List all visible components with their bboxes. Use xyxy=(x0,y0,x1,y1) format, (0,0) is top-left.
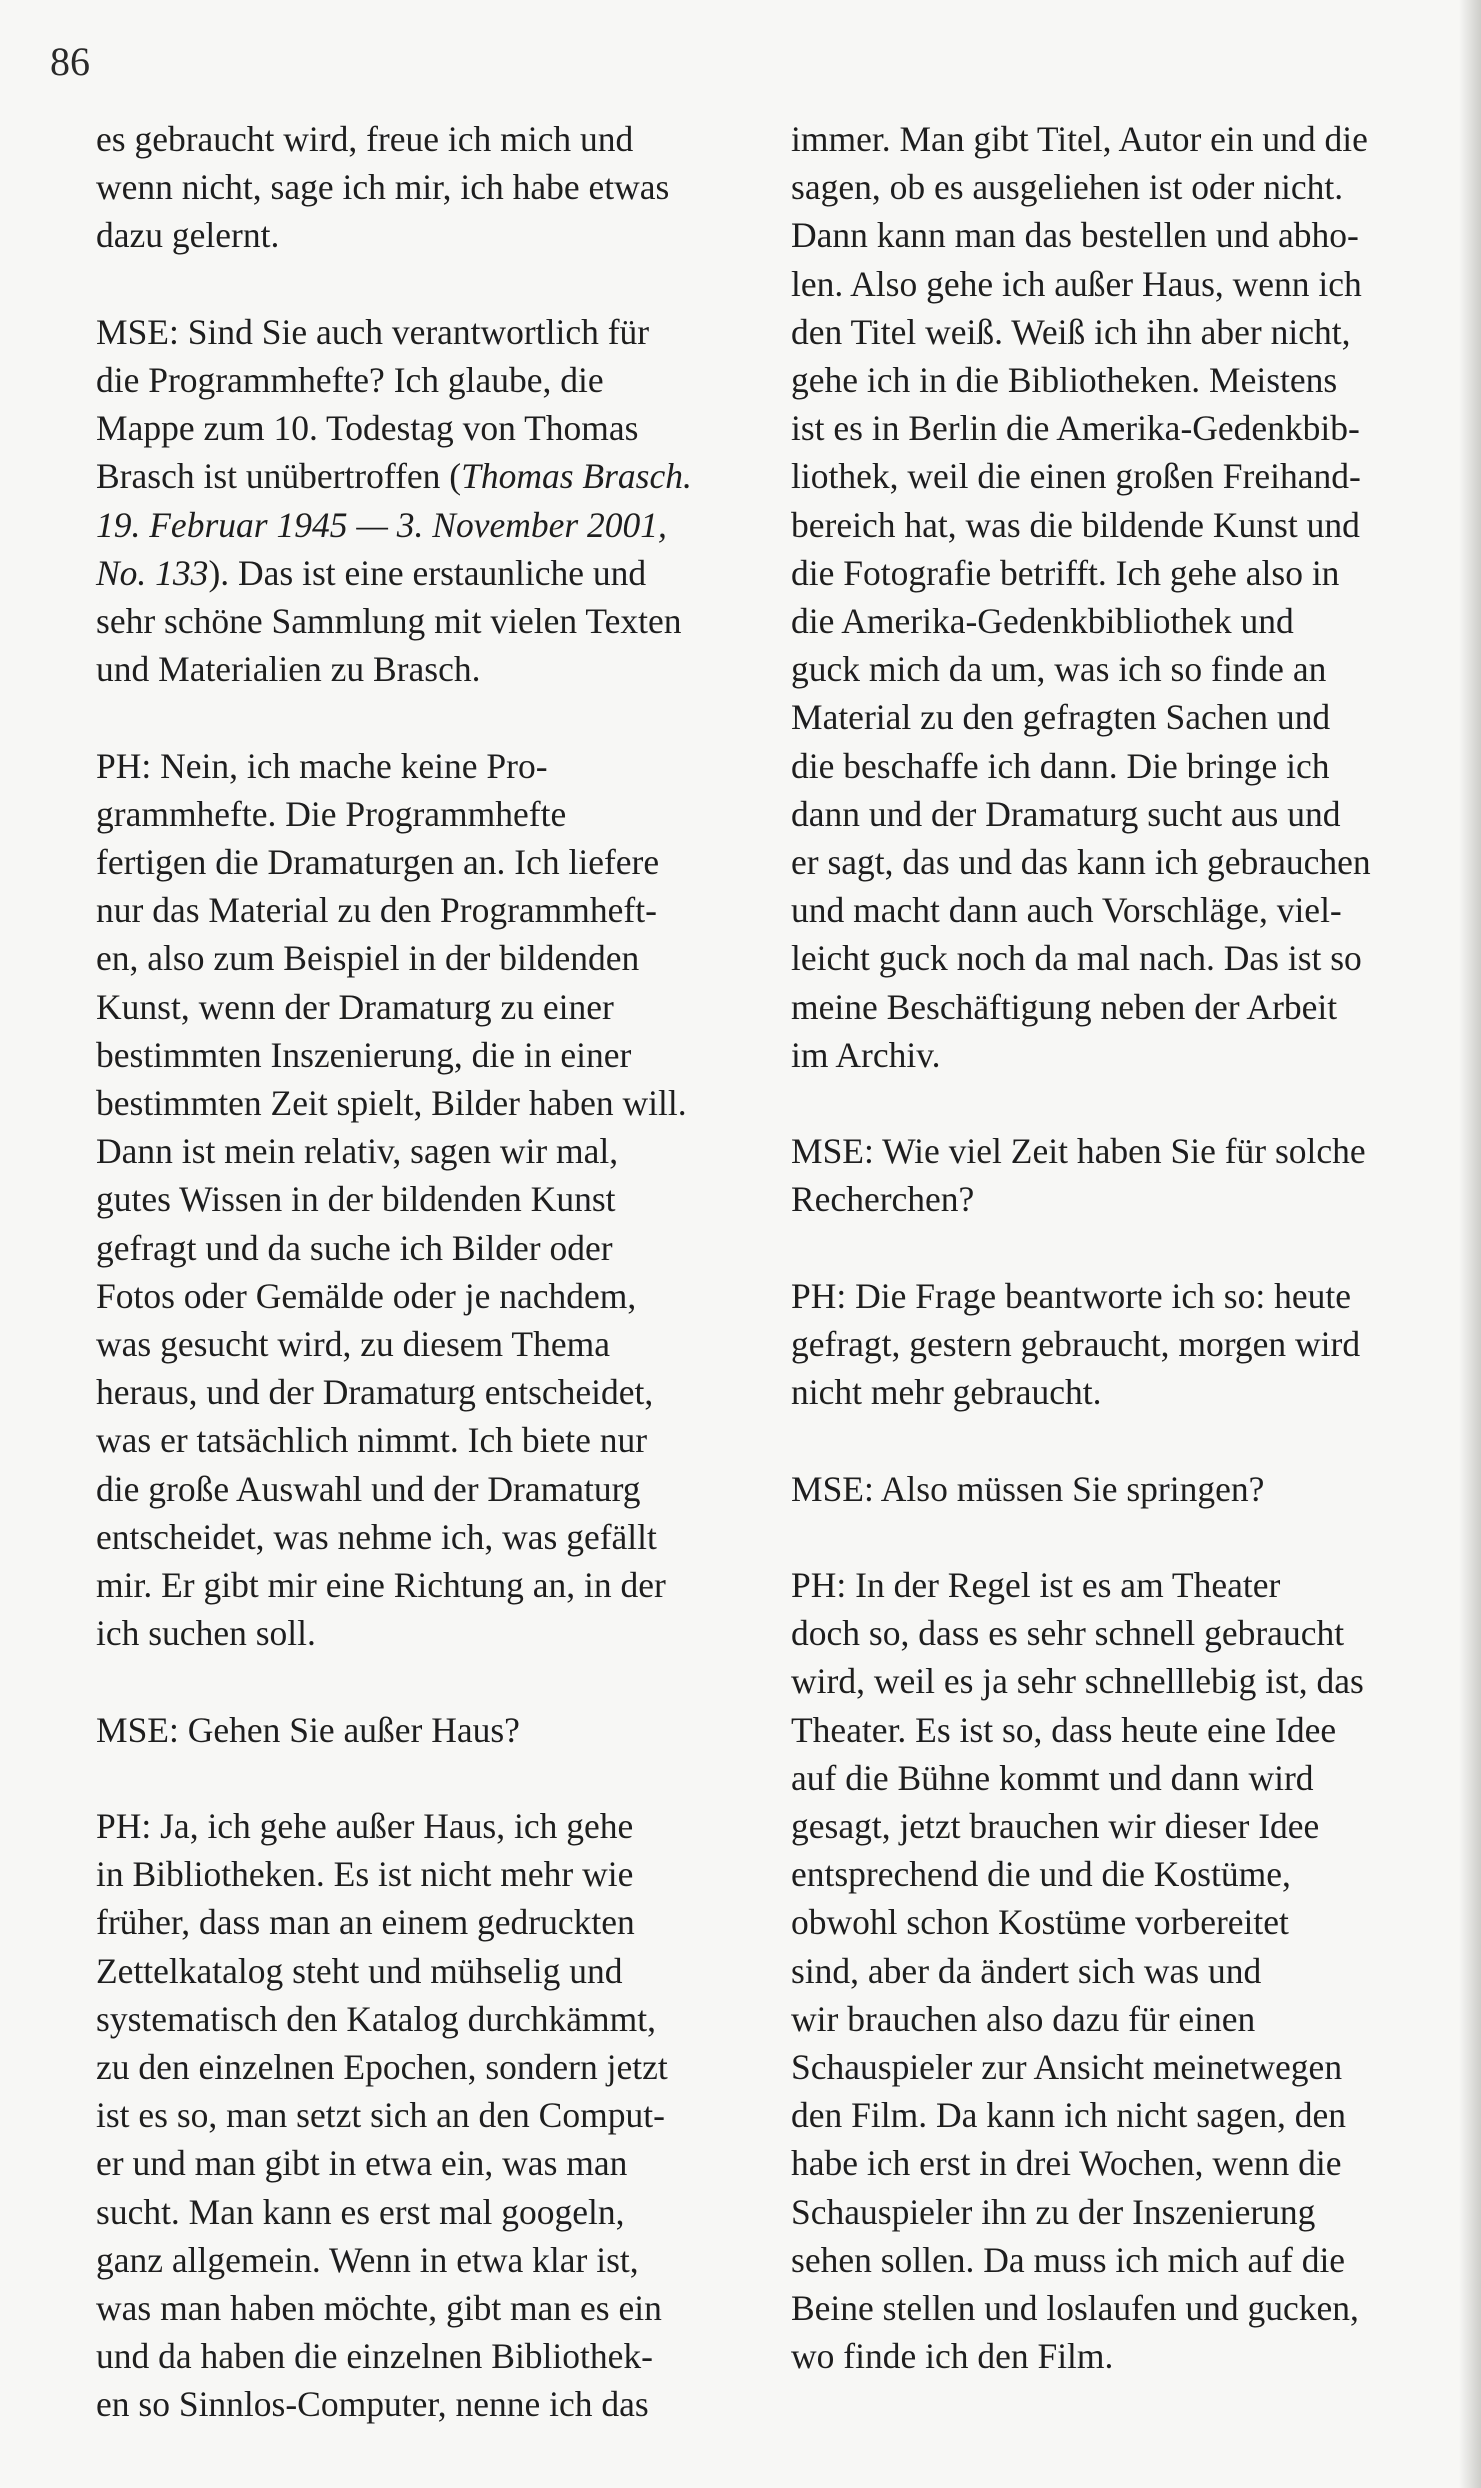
text-line xyxy=(791,1175,1459,1223)
text-line xyxy=(791,1127,1459,1175)
text-line xyxy=(96,452,764,500)
text-line xyxy=(791,790,1459,838)
text-line xyxy=(96,549,764,597)
text-run: Recherchen? xyxy=(791,1179,975,1220)
text-line xyxy=(791,1947,1459,1995)
text-line xyxy=(791,1657,1459,1705)
text-line xyxy=(791,1561,1459,1609)
text-line xyxy=(791,1368,1459,1416)
text-line xyxy=(791,1995,1459,2043)
text-line xyxy=(791,452,1459,500)
text-run: entsprechend die und die Kostüme, xyxy=(791,1854,1291,1895)
text-run: PH: Ja, ich gehe außer Haus, ich gehe xyxy=(96,1806,634,1847)
text-run: er sagt, das und das kann ich gebrauchen xyxy=(791,842,1371,883)
page-edge-shadow xyxy=(1459,0,1481,2488)
text-run: ich suchen soll. xyxy=(96,1613,316,1654)
right-text-column xyxy=(791,115,1459,2429)
text-line xyxy=(96,404,764,452)
text-run: mir. Er gibt mir eine Richtung an, in der xyxy=(96,1565,666,1606)
text-run: ). Das ist eine erstaunliche und xyxy=(208,552,647,593)
text-line xyxy=(791,1272,1459,1320)
text-run: die Amerika-Gedenkbibliothek und xyxy=(791,601,1294,642)
text-run: Fotos oder Gemälde oder je nachdem, xyxy=(96,1275,637,1316)
text-run: Kunst, wenn der Dramaturg zu einer xyxy=(96,986,614,1027)
text-line xyxy=(791,1320,1459,1368)
text-run: Schauspieler zur Ansicht meinetwegen xyxy=(791,2047,1343,2088)
text-run: dann und der Dramaturg sucht aus und xyxy=(791,793,1341,834)
text-run: wir brauchen also dazu für einen xyxy=(791,1998,1256,2039)
text-line xyxy=(791,2188,1459,2236)
italic-text-run: 19. Februar 1945 — 3. November 2001, xyxy=(96,504,667,545)
text-line xyxy=(96,1272,764,1320)
text-run: wird, weil es ja sehr schnelllebig ist, das xyxy=(791,1661,1364,1702)
text-line xyxy=(791,983,1459,1031)
text-line xyxy=(96,1368,764,1416)
text-line xyxy=(96,1320,764,1368)
text-line xyxy=(96,1609,764,1657)
text-line xyxy=(96,1898,764,1946)
text-line xyxy=(96,1561,764,1609)
text-line xyxy=(791,934,1459,982)
paragraph xyxy=(96,742,764,1658)
text-line xyxy=(96,1802,764,1850)
text-run: Beine stellen und loslaufen und gucken, xyxy=(791,2288,1359,2329)
text-line xyxy=(96,2236,764,2284)
text-run: gehe ich in die Bibliotheken. Meistens xyxy=(791,360,1338,401)
text-run: Brasch ist unübertroffen ( xyxy=(96,456,462,497)
text-line xyxy=(96,211,764,259)
text-line xyxy=(791,1465,1459,1513)
text-run: die Fotografie betrifft. Ich gehe also in xyxy=(791,552,1340,593)
text-run: grammhefte. Die Programmhefte xyxy=(96,793,567,834)
paragraph xyxy=(791,1561,1459,2380)
text-run: Mappe zum 10. Todestag von Thomas xyxy=(96,408,639,449)
text-line xyxy=(791,693,1459,741)
text-run: liothek, weil die einen großen Freihand- xyxy=(791,456,1361,497)
text-run: die große Auswahl und der Dramaturg xyxy=(96,1468,641,1509)
text-line xyxy=(96,1947,764,1995)
paragraph xyxy=(791,1465,1459,1513)
text-run: Dann kann man das bestellen und abho- xyxy=(791,215,1359,256)
text-run: ist es in Berlin die Amerika-Gedenkbib- xyxy=(791,408,1360,449)
text-run: gutes Wissen in der bildenden Kunst xyxy=(96,1179,616,1220)
text-line xyxy=(96,597,764,645)
text-run: ist es so, man setzt sich an den Comput- xyxy=(96,2095,665,2136)
text-line xyxy=(791,2284,1459,2332)
text-line xyxy=(791,211,1459,259)
text-line xyxy=(791,1031,1459,1079)
text-line xyxy=(791,2091,1459,2139)
text-run: PH: Die Frage beantworte ich so: heute xyxy=(791,1275,1351,1316)
text-line xyxy=(791,2043,1459,2091)
text-line xyxy=(791,645,1459,693)
text-run: guck mich da um, was ich so finde an xyxy=(791,649,1327,690)
text-run: Theater. Es ist so, dass heute eine Idee xyxy=(791,1709,1337,1750)
text-line xyxy=(96,356,764,404)
text-line xyxy=(96,1850,764,1898)
text-line xyxy=(96,645,764,693)
text-run: gefragt, gestern gebraucht, morgen wird xyxy=(791,1324,1361,1365)
text-run: sehr schöne Sammlung mit vielen Texten xyxy=(96,601,682,642)
text-line xyxy=(791,163,1459,211)
text-run: MSE: Wie viel Zeit haben Sie für solche xyxy=(791,1131,1366,1172)
text-line xyxy=(791,356,1459,404)
text-run: sucht. Man kann es erst mal googeln, xyxy=(96,2191,625,2232)
text-run: zu den einzelnen Epochen, sondern jetzt xyxy=(96,2047,668,2088)
text-line xyxy=(96,2043,764,2091)
text-run: was man haben möchte, gibt man es ein xyxy=(96,2288,662,2329)
text-line xyxy=(96,1224,764,1272)
text-line xyxy=(96,1416,764,1464)
text-run: er und man gibt in etwa ein, was man xyxy=(96,2143,628,2184)
text-line xyxy=(96,2139,764,2187)
text-run: fertigen die Dramaturgen an. Ich liefere xyxy=(96,842,660,883)
text-line xyxy=(96,1127,764,1175)
text-run: systematisch den Katalog durchkämmt, xyxy=(96,1998,656,2039)
paragraph xyxy=(96,1706,764,1754)
text-line xyxy=(791,549,1459,597)
text-line xyxy=(791,2236,1459,2284)
text-run: MSE: Gehen Sie außer Haus? xyxy=(96,1709,520,1750)
paragraph xyxy=(96,1802,764,2429)
text-run: en so Sinnlos-Computer, nenne ich das xyxy=(96,2384,649,2425)
text-run: sehen sollen. Da muss ich mich auf die xyxy=(791,2239,1346,2280)
text-run: bestimmten Zeit spielt, Bilder haben will. xyxy=(96,1083,687,1124)
text-run: die beschaffe ich dann. Die bringe ich xyxy=(791,745,1330,786)
text-run: MSE: Sind Sie auch verantwortlich für xyxy=(96,311,650,352)
text-line xyxy=(791,742,1459,790)
text-line xyxy=(791,308,1459,356)
text-line xyxy=(96,2284,764,2332)
text-line xyxy=(791,115,1459,163)
text-line xyxy=(96,1465,764,1513)
text-line xyxy=(96,115,764,163)
paragraph xyxy=(791,1127,1459,1223)
text-run: und Materialien zu Brasch. xyxy=(96,649,481,690)
text-run: gefragt und da suche ich Bilder oder xyxy=(96,1227,613,1268)
text-run: immer. Man gibt Titel, Autor ein und die xyxy=(791,119,1368,159)
text-run: was gesucht wird, zu diesem Thema xyxy=(96,1324,610,1365)
text-line xyxy=(791,2139,1459,2187)
text-line xyxy=(96,1079,764,1127)
text-line xyxy=(791,404,1459,452)
text-line xyxy=(96,1513,764,1561)
text-line xyxy=(791,260,1459,308)
text-run: habe ich erst in drei Wochen, wenn die xyxy=(791,2143,1342,2184)
text-line xyxy=(96,983,764,1031)
left-text-column xyxy=(96,115,764,2477)
paragraph xyxy=(96,308,764,694)
text-run: bestimmten Inszenierung, die in einer xyxy=(96,1034,632,1075)
text-line xyxy=(96,1031,764,1079)
text-run: im Archiv. xyxy=(791,1034,941,1075)
text-line xyxy=(96,2188,764,2236)
text-run: Material zu den gefragten Sachen und xyxy=(791,697,1331,738)
text-run: wenn nicht, sage ich mir, ich habe etwas xyxy=(96,167,670,208)
text-run: und da haben die einzelnen Bibliothek- xyxy=(96,2336,653,2377)
page-number: 86 xyxy=(50,39,90,84)
text-run: gesagt, jetzt brauchen wir dieser Idee xyxy=(791,1806,1320,1847)
text-run: in Bibliotheken. Es ist nicht mehr wie xyxy=(96,1854,634,1895)
text-line xyxy=(791,1850,1459,1898)
text-line xyxy=(96,886,764,934)
text-run: meine Beschäftigung neben der Arbeit xyxy=(791,986,1338,1027)
text-line xyxy=(791,838,1459,886)
text-line xyxy=(96,790,764,838)
text-run: PH: In der Regel ist es am Theater xyxy=(791,1565,1281,1606)
text-line xyxy=(791,1609,1459,1657)
text-run: Zettelkatalog steht und mühselig und xyxy=(96,1950,623,1991)
text-run: heraus, und der Dramaturg entscheidet, xyxy=(96,1372,654,1413)
text-line xyxy=(96,2091,764,2139)
text-line xyxy=(791,1706,1459,1754)
paragraph xyxy=(791,115,1459,1079)
text-line xyxy=(96,2380,764,2428)
text-line xyxy=(96,501,764,549)
text-run: und macht dann auch Vorschläge, viel- xyxy=(791,890,1342,931)
text-run: nur das Material zu den Programmheft- xyxy=(96,890,657,931)
text-run: doch so, dass es sehr schnell gebraucht xyxy=(791,1613,1345,1654)
text-run: früher, dass man an einem gedruckten xyxy=(96,1902,635,1943)
text-line xyxy=(791,1754,1459,1802)
text-line xyxy=(791,501,1459,549)
text-run: sagen, ob es ausgeliehen ist oder nicht. xyxy=(791,167,1344,208)
text-run: Dann ist mein relativ, sagen wir mal, xyxy=(96,1131,619,1172)
text-run: den Film. Da kann ich nicht sagen, den xyxy=(791,2095,1347,2136)
text-run: bereich hat, was die bildende Kunst und xyxy=(791,504,1360,545)
italic-text-run: Thomas Brasch. xyxy=(461,456,692,497)
text-run: en, also zum Beispiel in der bildenden xyxy=(96,938,640,979)
text-run: ganz allgemein. Wenn in etwa klar ist, xyxy=(96,2239,639,2280)
text-run: die Programmhefte? Ich glaube, die xyxy=(96,360,604,400)
text-line xyxy=(96,1706,764,1754)
text-run: sind, aber da ändert sich was und xyxy=(791,1950,1262,1991)
text-run: leicht guck noch da mal nach. Das ist so xyxy=(791,938,1362,979)
text-line xyxy=(96,163,764,211)
italic-text-run: No. 133 xyxy=(96,552,209,593)
text-run: Schauspieler ihn zu der Inszenierung xyxy=(791,2191,1316,2232)
text-line xyxy=(96,838,764,886)
text-line xyxy=(791,597,1459,645)
text-line xyxy=(791,886,1459,934)
text-line xyxy=(96,2332,764,2380)
text-line xyxy=(96,1995,764,2043)
text-run: MSE: Also müssen Sie springen? xyxy=(791,1468,1265,1509)
paragraph xyxy=(96,115,764,260)
text-run: den Titel weiß. Weiß ich ihn aber nicht, xyxy=(791,311,1351,352)
text-line xyxy=(96,934,764,982)
text-line xyxy=(791,2332,1459,2380)
text-run: auf die Bühne kommt und dann wird xyxy=(791,1757,1314,1798)
text-line xyxy=(791,1898,1459,1946)
text-line xyxy=(96,1175,764,1223)
text-run: dazu gelernt. xyxy=(96,215,280,256)
text-run: es gebraucht wird, freue ich mich und xyxy=(96,119,634,159)
text-run: PH: Nein, ich mache keine Pro- xyxy=(96,745,548,786)
text-run: len. Also gehe ich außer Haus, wenn ich xyxy=(791,263,1362,304)
text-run: nicht mehr gebraucht. xyxy=(791,1372,1102,1413)
text-run: wo finde ich den Film. xyxy=(791,2336,1114,2377)
text-run: was er tatsächlich nimmt. Ich biete nur xyxy=(96,1420,648,1461)
text-line xyxy=(791,1802,1459,1850)
text-line xyxy=(96,742,764,790)
text-line xyxy=(96,308,764,356)
paragraph xyxy=(791,1272,1459,1417)
text-run: obwohl schon Kostüme vorbereitet xyxy=(791,1902,1289,1943)
text-run: entscheidet, was nehme ich, was gefällt xyxy=(96,1516,657,1557)
